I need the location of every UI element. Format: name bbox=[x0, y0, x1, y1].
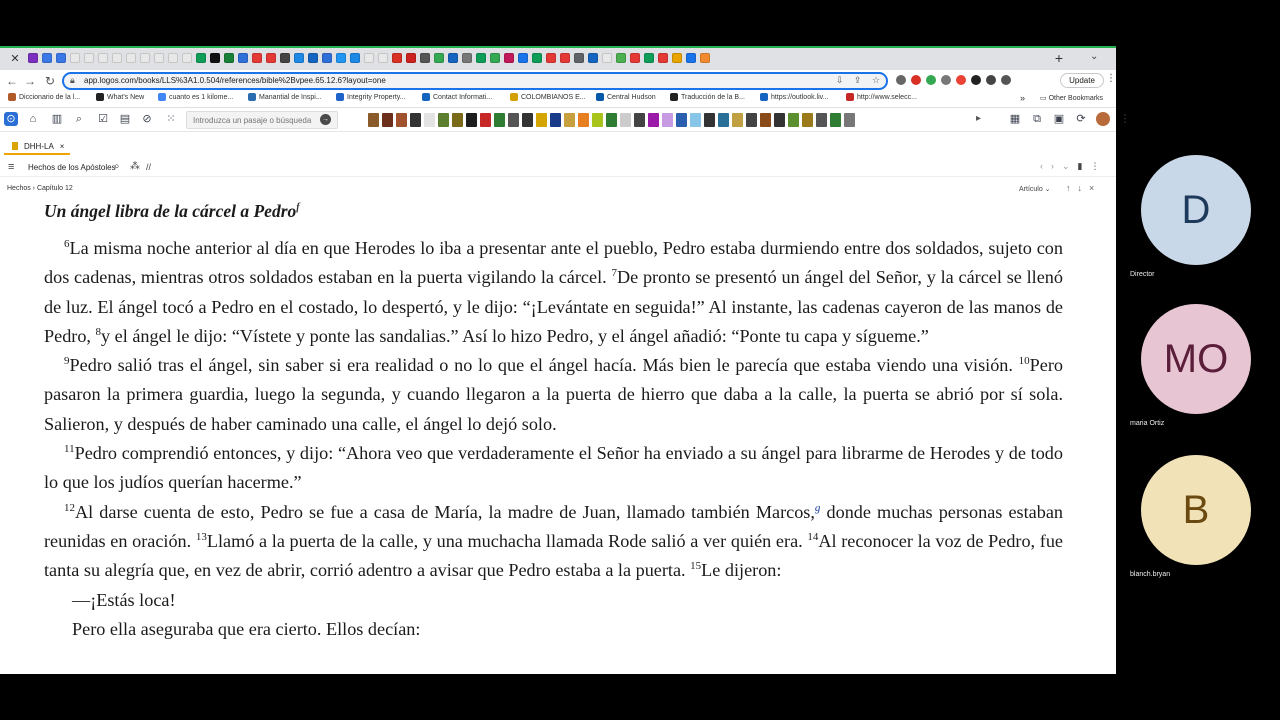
book-cover[interactable] bbox=[578, 113, 589, 127]
other-bookmarks[interactable] bbox=[1040, 94, 1103, 102]
extension-icon[interactable] bbox=[941, 75, 951, 85]
tab-favicon[interactable] bbox=[140, 53, 150, 63]
bookmark-label: Diccionario de la l... bbox=[19, 93, 81, 101]
bookmark-label: What's New bbox=[107, 93, 145, 101]
tab-favicon[interactable] bbox=[224, 53, 234, 63]
book-cover[interactable] bbox=[536, 113, 547, 127]
tools-icon[interactable]: ⊘ bbox=[142, 113, 152, 125]
bookmark-favicon bbox=[846, 93, 854, 101]
tab-favicon[interactable] bbox=[672, 53, 682, 63]
tab-favicon[interactable] bbox=[490, 53, 500, 63]
book-cover[interactable] bbox=[550, 113, 561, 127]
tab-favicon[interactable] bbox=[182, 53, 192, 63]
split-panel-icon[interactable]: ▮ bbox=[1077, 161, 1083, 171]
more-menu-icon[interactable]: ⋮ bbox=[1119, 113, 1131, 125]
tab-favicon[interactable] bbox=[98, 53, 108, 63]
verse-number[interactable]: 6 bbox=[64, 237, 70, 250]
book-cover[interactable] bbox=[368, 113, 379, 127]
book-cover[interactable] bbox=[676, 113, 687, 127]
tab-favicon[interactable] bbox=[126, 53, 136, 63]
bookmark-favicon bbox=[670, 93, 678, 101]
shelf-more-icon[interactable]: ▸ bbox=[976, 113, 982, 124]
tab-favicon[interactable] bbox=[434, 53, 444, 63]
book-cover[interactable] bbox=[802, 113, 813, 127]
forward-nav-icon[interactable]: › bbox=[1051, 161, 1054, 171]
browser-menu-icon[interactable]: ⋮ bbox=[1106, 73, 1116, 84]
bookmark-item[interactable] bbox=[846, 93, 917, 101]
documents-icon[interactable]: ▤ bbox=[119, 113, 131, 125]
tab-favicon[interactable] bbox=[154, 53, 164, 63]
book-cover[interactable] bbox=[690, 113, 701, 127]
tab-favicon[interactable] bbox=[616, 53, 626, 63]
tab-favicon[interactable] bbox=[84, 53, 94, 63]
tab-favicon[interactable] bbox=[630, 53, 640, 63]
previous-icon[interactable]: ↑ bbox=[1066, 183, 1071, 193]
book-cover[interactable] bbox=[844, 113, 855, 127]
update-button[interactable]: Update bbox=[1060, 73, 1104, 88]
tab-favicon[interactable] bbox=[560, 53, 570, 63]
book-cover[interactable] bbox=[508, 113, 519, 127]
panel-icon[interactable]: ⧉ bbox=[1033, 113, 1041, 125]
tab-favicon[interactable] bbox=[364, 53, 374, 63]
tab-favicon[interactable] bbox=[504, 53, 514, 63]
back-icon[interactable]: ← bbox=[6, 74, 18, 88]
tab-favicon[interactable] bbox=[546, 53, 556, 63]
book-cover[interactable] bbox=[718, 113, 729, 127]
other-bookmarks-label: Other Bookmarks bbox=[1048, 95, 1104, 102]
extension-icon[interactable] bbox=[896, 75, 906, 85]
new-tab-button[interactable]: + bbox=[1054, 50, 1064, 66]
tab-favicon[interactable] bbox=[700, 53, 710, 63]
favorite-books-shelf bbox=[368, 113, 855, 127]
paragraph: $^6$La misma noche anterior al día en que Herodes lo iba a presentar ante el pueblo, Pedro estaba durmiendo entre dos soldados, sujeto con dos cadenas, mientras otros soldados estaban en la puerta vigilando la cárcel. $^7$De pronto se presentó un ángel del Señor, y la cárcel se llenó de luz. El ángel tocó a Pedro en el costado, lo despertó, y le dijo: “¡Levántate en seguida!” Al instante, las cadenas cayeron de las manos de Pedro, $^8$y el ángel le dijo: “Vístete y ponte las sandalias.” Así lo hizo Pedro, y el ángel añadió: “Ponte tu capa y sígueme.” bbox=[44, 237, 1063, 346]
book-cover[interactable] bbox=[606, 113, 617, 127]
tab-search-icon[interactable]: ⌄ bbox=[1090, 51, 1099, 62]
book-cover[interactable] bbox=[494, 113, 505, 127]
panel-slash[interactable]: // bbox=[146, 162, 152, 172]
address-bar[interactable] bbox=[62, 72, 888, 90]
book-icon bbox=[12, 142, 18, 150]
tab-favicon[interactable] bbox=[266, 53, 276, 63]
participant-avatar: B bbox=[1141, 455, 1251, 565]
book-cover[interactable] bbox=[396, 113, 407, 127]
breadcrumb[interactable]: Hechos › Capítulo 12 bbox=[7, 185, 73, 192]
bookmark-label: http://www.selecc... bbox=[857, 93, 917, 101]
apps-grid-icon[interactable]: ⁙ bbox=[166, 113, 176, 125]
tab-favicon[interactable] bbox=[70, 53, 80, 63]
extension-icon[interactable] bbox=[956, 75, 966, 85]
book-cover[interactable] bbox=[648, 113, 659, 127]
section-heading: Un ángel libra de la cárcel a Pedro$^f$ bbox=[44, 200, 300, 221]
article-select[interactable]: Artículo ⌄ bbox=[1019, 186, 1051, 193]
tab-favicon[interactable] bbox=[210, 53, 220, 63]
reload-icon[interactable]: ↻ bbox=[44, 74, 56, 88]
reader-pane bbox=[0, 198, 1116, 674]
bookmark-favicon bbox=[8, 93, 16, 101]
bookmark-label: Traducción de la B... bbox=[681, 93, 745, 101]
tab-favicon[interactable] bbox=[28, 53, 38, 63]
user-avatar[interactable] bbox=[1096, 112, 1110, 126]
bookmark-item[interactable] bbox=[510, 93, 586, 101]
url-text[interactable]: app.logos.com/books/LLS%3A1.0.504/references/bible%2Bvpee.65.12.6?layout=one bbox=[84, 76, 386, 85]
find-icon[interactable]: ⌕ bbox=[114, 161, 120, 172]
close-panel-icon[interactable]: × bbox=[1089, 183, 1095, 193]
bookmark-item[interactable] bbox=[670, 93, 745, 101]
bookmarks-overflow-icon[interactable]: » bbox=[1020, 93, 1026, 103]
browser-toolbar bbox=[0, 70, 1116, 92]
extension-icon[interactable] bbox=[971, 75, 981, 85]
book-cover[interactable] bbox=[592, 113, 603, 127]
panel-header bbox=[0, 159, 1116, 177]
bible-text bbox=[44, 198, 1063, 644]
tab-dhh-la[interactable] bbox=[4, 139, 70, 155]
sync-icon[interactable]: ⟳ bbox=[1076, 113, 1086, 125]
verse-number[interactable]: 8 bbox=[95, 325, 102, 338]
close-tab-icon[interactable]: × bbox=[59, 142, 65, 151]
paragraph: $^{12}$Al darse cuenta de esto, Pedro se fue a casa de María, la madre de Juan, llamado también Marcos,$^g$ donde muchas personas estaban reunidas en oración. $^{13}$Llamó a la puerta de la calle, y una muchacha llamada Rode salió a ver quién era. $^{14}$Al reconocer la voz de Pedro, fue tanta su alegría que, en vez de abrir, corrió adentro a avisar que Pedro estaba a la puerta. $^{15}$Le dijeron: bbox=[44, 501, 1063, 581]
bookmark-label: https://outlook.liv... bbox=[771, 93, 829, 101]
bookmark-item[interactable] bbox=[760, 93, 828, 101]
tab-favicon[interactable] bbox=[574, 53, 584, 63]
tab-favicon[interactable] bbox=[196, 53, 206, 63]
logos-toolbar bbox=[0, 108, 1131, 132]
bookmark-favicon bbox=[510, 93, 518, 101]
bookmark-item[interactable] bbox=[336, 93, 406, 101]
book-cover[interactable] bbox=[466, 113, 477, 127]
tab-favicon[interactable] bbox=[532, 53, 542, 63]
tab-favicon[interactable] bbox=[644, 53, 654, 63]
book-cover[interactable] bbox=[788, 113, 799, 127]
bookmark-item[interactable] bbox=[596, 93, 656, 101]
close-tab-icon[interactable]: ✕ bbox=[10, 53, 20, 65]
passage-search-input[interactable] bbox=[186, 111, 338, 129]
verse-number[interactable]: 9 bbox=[64, 355, 70, 368]
tab-favicon[interactable] bbox=[350, 53, 360, 63]
verse-number[interactable]: 15 bbox=[690, 560, 702, 573]
layouts-icon[interactable]: ▣ bbox=[1053, 113, 1065, 125]
tab-favicon[interactable] bbox=[322, 53, 332, 63]
forward-icon[interactable]: → bbox=[24, 74, 36, 88]
bookmark-item[interactable] bbox=[158, 93, 233, 101]
panel-menu-icon[interactable]: ≡ bbox=[8, 161, 15, 173]
tab-favicon[interactable] bbox=[56, 53, 66, 63]
browser-window bbox=[0, 46, 1131, 674]
tab-favicon[interactable] bbox=[420, 53, 430, 63]
book-cover[interactable] bbox=[732, 113, 743, 127]
participant-avatar: MO bbox=[1141, 304, 1251, 414]
checklist-icon[interactable]: ☑ bbox=[98, 113, 108, 125]
tab-favicon[interactable] bbox=[336, 53, 346, 63]
folder-icon: ▭ bbox=[1040, 95, 1047, 102]
book-cover[interactable] bbox=[452, 113, 463, 127]
tab-favicon[interactable] bbox=[406, 53, 416, 63]
book-cover[interactable] bbox=[382, 113, 393, 127]
bookmark-item[interactable] bbox=[96, 93, 144, 101]
footnote-marker[interactable]: f bbox=[296, 202, 300, 213]
resource-title[interactable]: Hechos de los Apóstoles bbox=[28, 163, 116, 172]
book-cover[interactable] bbox=[424, 113, 435, 127]
download-icon[interactable]: ⇩ bbox=[836, 75, 844, 85]
paragraph: $^9$Pedro salió tras el ángel, sin saber si era realidad o no lo que el ángel hacía. Más bien le parecía que estaba viendo una visión. $^{10}$Pero pasaron la primera guardia, luego la segunda, y cuando llegaron a la puerta de hierro que daba a la calle, la puerta se abrió por sí sola. Salieron, y después de haber caminado una calle, el ángel lo dejó solo. bbox=[44, 355, 1063, 434]
book-cover[interactable] bbox=[662, 113, 673, 127]
book-cover[interactable] bbox=[564, 113, 575, 127]
tab-favicon[interactable] bbox=[686, 53, 696, 63]
panel-menu-dots-icon[interactable]: ⋮ bbox=[1090, 161, 1100, 171]
bookmarks-bar bbox=[0, 92, 1116, 108]
participant-name: Director bbox=[1130, 271, 1155, 278]
book-cover[interactable] bbox=[522, 113, 533, 127]
lock-icon: 🔒︎ bbox=[70, 75, 75, 85]
book-cover[interactable] bbox=[620, 113, 631, 127]
dialog-line: —¡Estás loca! bbox=[72, 589, 176, 610]
bookmark-favicon bbox=[96, 93, 104, 101]
tab-favicon[interactable] bbox=[588, 53, 598, 63]
back-nav-icon[interactable]: ‹ bbox=[1040, 161, 1043, 171]
book-cover[interactable] bbox=[410, 113, 421, 127]
tab-favicon[interactable] bbox=[658, 53, 668, 63]
tab-favicon[interactable] bbox=[168, 53, 178, 63]
bookmark-label: Manantial de Inspi... bbox=[259, 93, 322, 101]
tab-favicon[interactable] bbox=[308, 53, 318, 63]
library-icon[interactable]: ▥ bbox=[51, 113, 63, 125]
tab-favicon[interactable] bbox=[392, 53, 402, 63]
extension-icon[interactable] bbox=[1001, 75, 1011, 85]
book-cover[interactable] bbox=[830, 113, 841, 127]
book-cover[interactable] bbox=[438, 113, 449, 127]
bookmark-item[interactable] bbox=[8, 93, 80, 101]
tab-favicon[interactable] bbox=[42, 53, 52, 63]
dialog-line: Pero ella aseguraba que era cierto. Ellos decían: bbox=[72, 618, 421, 639]
bookmark-label: Central Hudson bbox=[607, 93, 656, 101]
book-cover[interactable] bbox=[634, 113, 645, 127]
bookmark-favicon bbox=[158, 93, 166, 101]
tab-favicon[interactable] bbox=[112, 53, 122, 63]
verse-number[interactable]: 12 bbox=[64, 501, 75, 514]
book-cover[interactable] bbox=[704, 113, 715, 127]
bookmark-label: Integrity Property... bbox=[347, 93, 406, 101]
bookmark-favicon bbox=[760, 93, 768, 101]
bookmark-label: cuanto es 1 kilome... bbox=[169, 93, 234, 101]
verse-number[interactable]: 11 bbox=[64, 443, 75, 456]
layout-icon[interactable]: ▦ bbox=[1009, 113, 1021, 125]
tab-favicon[interactable] bbox=[252, 53, 262, 63]
book-cover[interactable] bbox=[480, 113, 491, 127]
bookmark-label: COLOMBIANOS E... bbox=[521, 93, 586, 101]
tab-favicon[interactable] bbox=[238, 53, 248, 63]
extension-icon[interactable] bbox=[986, 75, 996, 85]
tab-label: DHH-LA bbox=[24, 142, 54, 151]
tab-favicon[interactable] bbox=[462, 53, 472, 63]
logos-home-icon[interactable]: ⊙ bbox=[4, 112, 18, 126]
tab-favicon[interactable] bbox=[294, 53, 304, 63]
bookmark-item[interactable] bbox=[248, 93, 322, 101]
verse-number[interactable]: 14 bbox=[807, 530, 819, 543]
history-icon[interactable]: ⌄ bbox=[1062, 161, 1070, 171]
paragraph: $^{11}$Pedro comprendió entonces, y dijo: “Ahora veo que verdaderamente el Señor ha enviado a su ángel para librarme de Herodes y de todo lo que los judíos querían hacerme.” bbox=[44, 443, 1063, 493]
verse-number[interactable]: 10 bbox=[1018, 355, 1030, 368]
tab-favicon[interactable] bbox=[378, 53, 388, 63]
tab-favicon[interactable] bbox=[280, 53, 290, 63]
tab-strip bbox=[0, 46, 1116, 70]
home-icon[interactable]: ⌂ bbox=[29, 113, 37, 125]
document-tab-bar bbox=[0, 139, 1116, 155]
book-cover[interactable] bbox=[816, 113, 827, 127]
book-cover[interactable] bbox=[746, 113, 757, 127]
extension-icons bbox=[896, 75, 1011, 85]
tab-favicon[interactable] bbox=[448, 53, 458, 63]
footnote-marker[interactable]: g bbox=[814, 501, 821, 514]
extension-icon[interactable] bbox=[926, 75, 936, 85]
bookmark-label: Contact Informati... bbox=[433, 93, 493, 101]
breadcrumb-bar bbox=[0, 182, 1116, 198]
extension-icon[interactable] bbox=[911, 75, 921, 85]
bookmark-item[interactable] bbox=[422, 93, 492, 101]
next-icon[interactable]: ↓ bbox=[1077, 183, 1082, 193]
participant-avatar: D bbox=[1141, 155, 1251, 265]
tab-favicon[interactable] bbox=[602, 53, 612, 63]
verse-number[interactable]: 7 bbox=[611, 267, 617, 280]
book-cover[interactable] bbox=[760, 113, 771, 127]
bookmark-favicon bbox=[336, 93, 344, 101]
tab-favicons bbox=[28, 53, 710, 63]
tab-favicon[interactable] bbox=[476, 53, 486, 63]
participant-name: blanch.bryan bbox=[1130, 571, 1171, 578]
bookmark-favicon bbox=[596, 93, 604, 101]
visual-filters-icon[interactable]: ⁂ bbox=[130, 161, 140, 172]
tab-favicon[interactable] bbox=[518, 53, 528, 63]
bookmark-favicon bbox=[248, 93, 256, 101]
go-arrow-icon[interactable]: → bbox=[322, 116, 329, 123]
share-icon[interactable]: ⇪ bbox=[854, 75, 862, 85]
book-cover[interactable] bbox=[774, 113, 785, 127]
bookmark-favicon bbox=[422, 93, 430, 101]
bookmark-star-icon[interactable]: ☆ bbox=[872, 75, 881, 85]
search-icon[interactable]: ⌕ bbox=[75, 113, 83, 125]
verse-number[interactable]: 13 bbox=[195, 530, 207, 543]
participant-name: maria Ortiz bbox=[1130, 420, 1165, 427]
